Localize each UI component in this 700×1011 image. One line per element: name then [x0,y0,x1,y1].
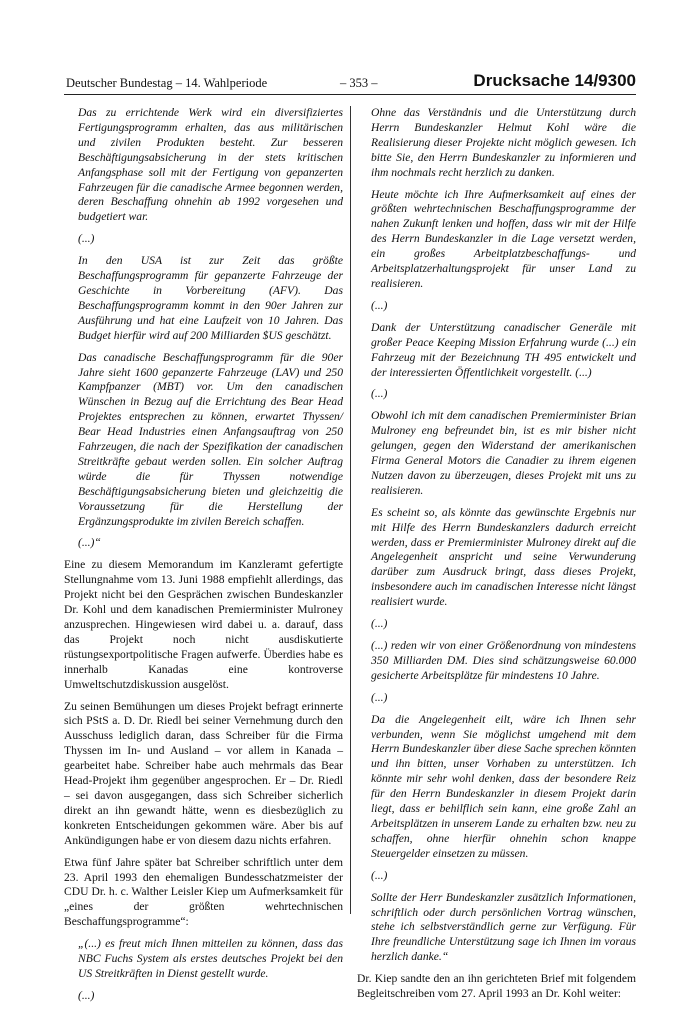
quoted-paragraph: (...) [371,690,388,704]
quoted-paragraph: (...)“ [78,536,101,550]
quoted-paragraph: (...) [78,988,95,1002]
body-paragraph: Dr. Kiep sandte den an ihn gerichteten Brief mit folgendem Begleitschreiben vom 27. April 1993 an Dr. Kohl weiter: [357,972,636,1001]
page-header [64,70,636,95]
body-paragraph: Eine zu diesem Memorandum im Kanzleramt gefertigte Stellungnahme vom 13. Juni 1988 empfiehlt allerdings, das Projekt nicht bei den Gesprächen zwischen Bundeskanzler Dr. Kohl und dem kanadischen Premierminister Mulroney anzusprechen. Hingewiesen wird dabei u. a. darauf, dass das Projekt noch nicht ausdiskutierte rüstungsexportpolitische Fragen aufwerfe. Überdies habe es innerhalb Kanadas eine kontroverse Umweltschutzdiskussion ausgelöst. [64,558,343,691]
quoted-paragraph: (...) [371,617,388,631]
quoted-paragraph: Dank der Unterstützung canadischer Generäle mit großer Peace Keeping Mission Erfahrung wurde (...) ein Fahrzeug mit der Bezeichnung TH 495 entwickelt und der interessierten Öffentlichkeit vorgestellt. (...) [371,320,636,379]
quoted-paragraph: Sollte der Herr Bundeskanzler zusätzlich Informationen, schriftlich oder durch persönlichen Vortrag wünschen, stehe ich selbstverständlich gerne zur Verfügung. Für Ihre freundliche Unterstützung sage ich Ihnen im voraus herzlich danke.“ [371,890,636,964]
column-divider [350,106,351,914]
left-column [64,106,343,1011]
quoted-paragraph: In den USA ist zur Zeit das größte Beschaffungsprogramm für gepanzerte Fahrzeuge der Geschichte in Vorbereitung (AFV). Das Beschaffungsprogramm kommt in den 90er Jahren zur Ausführung und hat eine Laufzeit von 10 Jahren. Das Budget hierfür wird auf 200 Milliarden $US geschätzt. [78,254,343,342]
body-paragraph: Etwa fünf Jahre später bat Schreiber schriftlich unter dem 23. April 1993 den ehemaligen Bundesschatzmeister der CDU Dr. h. c. Walther Leisler Kiep um Aufmerksamkeit für „eines der größten wehrtechnischen Beschaffungsprogramme“: [64,855,343,929]
quoted-paragraph: Obwohl ich mit dem canadischen Premierminister Brian Mulroney eng befreundet bin, ist es mir bisher nicht gelungen, gegen den Widerstand der amerikanischen Firma General Motors die Canadier zu ihrem eigenen Nutzen davon zu überzeugen, dieses Projekt mit uns zu realisieren. [371,409,636,497]
page-number: – 353 – [340,76,378,90]
document-label: Drucksache [473,71,570,90]
right-column [357,106,636,1009]
quoted-paragraph: Es scheint so, als könnte das gewünschte Ergebnis nur mit Hilfe des Herrn Bundeskanzlers dadurch erreicht werden, dass er Premierminister Mulroney direkt auf die Angelegenheit anspricht und seine Verwunderung darüber zum Ausdruck bringt, dass dieses Projekt, insbesondere auch im canadischen Interesse nicht längst realisiert wurde. [371,505,636,609]
quoted-paragraph: (...) [371,868,388,882]
quoted-paragraph: Heute möchte ich Ihre Aufmerksamkeit auf eines der größten wehrtechnischen Beschaffungsprogramme der nahen Zukunft lenken und hoffen, dass wir mit der Hilfe des Herrn Bundeskanzler in die Lage versetzt werden, ein großes Arbeitplatzbeschaffungs- und Arbeitsplatzerhaltungsprojekt für unser Land zu realisieren. [371,187,636,290]
document-number [473,71,636,91]
quoted-paragraph: (...) [371,298,388,312]
quoted-paragraph: (...) [78,232,95,246]
quoted-paragraph: Das zu errichtende Werk wird ein diversifiziertes Fertigungsprogramm erhalten, das aus militärischen und zivilen Produkten besteht. Zur besseren Beschäftigungsabsicherung in der stets kritischen Anfangsphase soll mit der Fertigung von gepanzerten Fahrzeugen für die canadische Armee begonnen werden, deren Beschaffung ohnehin ab 1992 vorgesehen und budgetiert war. [78,106,343,224]
quoted-paragraph: „(...) es freut mich Ihnen mitteilen zu können, dass das NBC Fuchs System als erstes deutsches Projekt bei den US Streitkräften in Dienst gestellt wurde. [78,937,343,980]
quoted-paragraph: Da die Angelegenheit eilt, wäre ich Ihnen sehr verbunden, wenn Sie möglichst umgehend mit dem Herrn Bundeskanzler über diese Sache sprechen könnten und ihn bitten, unser Vorhaben zu unterstützen. Ich könnte mir sehr wohl denken, dass der besondere Reiz für den Herrn Bundeskanzler in diesem Projekt darin liegt, dass er behilflich sein kann, eine große Zahl an Arbeitsplätzen in unserem Lande zu erhalten bzw. neu zu schaffen, ohne hierfür ohnehin schon knappe Steuergelder einsetzen zu müssen. [371,712,636,860]
quoted-paragraph: (...) reden wir von einer Größenordnung von mindestens 350 Milliarden DM. Dies sind schätzungsweise 60.000 gesicherte Arbeitsplätze für mindestens 10 Jahre. [371,639,636,682]
body-paragraph: Zu seinen Bemühungen um dieses Projekt befragt erinnerte sich PStS a. D. Dr. Riedl bei seiner Vernehmung durch den Ausschuss lediglich daran, dass Schreiber für die Firma Thyssen im In- und Ausland – vor allem in Kanada – gearbeitet habe. Schreiber habe auch mehrmals das Bear Head-Projekt ihm gegenüber angesprochen. Er – Dr. Riedl – sei davon ausgegangen, dass sich Schreiber sicherlich direkt an ihn gewandt hätte, wenn es diesbezüglich zu konkreten Entscheidungen gekommen wäre. Aber bis auf Ankündigungen habe er von diesem dazu nichts erfahren. [64,699,343,847]
document-id: 14/9300 [574,71,636,90]
quoted-paragraph: (...) [371,387,388,401]
quoted-paragraph: Ohne das Verständnis und die Unterstützung durch Herrn Bundeskanzler Helmut Kohl wäre die Realisierung dieser Projekte nicht möglich gewesen. Ich bitte Sie, den Herrn Bundeskanzler zu informieren und ihm nochmals recht herzlich zu danken. [371,106,636,179]
quoted-paragraph: Das canadische Beschaffungsprogramm für die 90er Jahre sieht 1600 gepanzerte Fahrzeuge (LAV) und 250 Kampfpanzer (MBT) vor. Um den canadischen Wünschen in Bezug auf die Errichtung des Bear Head Projektes entsprechen zu können, erwartet Thyssen/ Bear Head Industries einen Anfangsauftrag von 250 Fahrzeugen, die nach der Spezifikation der canadischen Streitkräfte gebaut werden sollen. Ein solcher Auftrag würde die für Thyssen notwendige Beschäftigungsabsicherung bieten und gleichzeitig die Voraussetzung für die Herstellung der Ergänzungsprodukte im zivilen Bereich schaffen. [78,350,343,528]
header-periodical: Deutscher Bundestag – 14. Wahlperiode [66,76,268,90]
